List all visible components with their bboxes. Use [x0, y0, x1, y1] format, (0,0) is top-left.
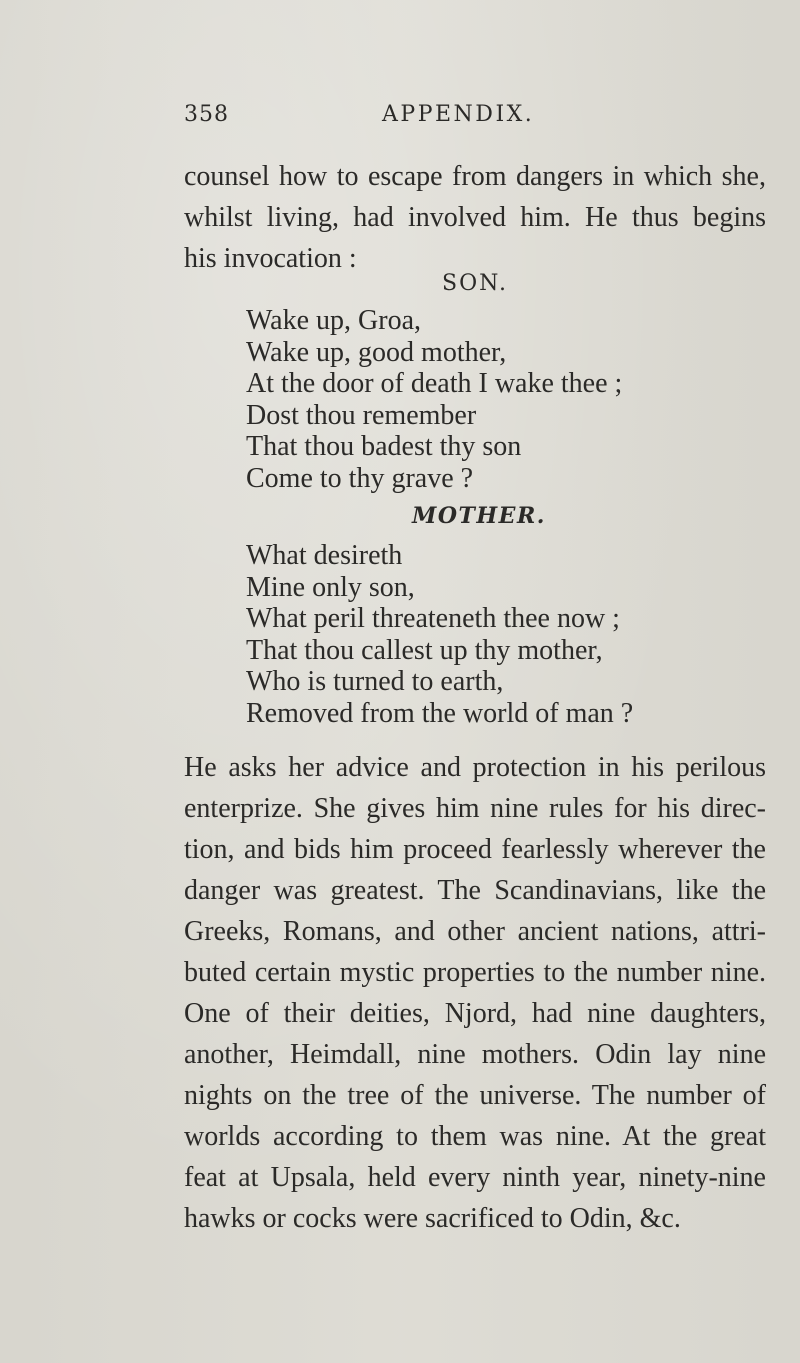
paragraph-line: nights on the tree of the universe. The number of: [184, 1080, 766, 1111]
verse-mother: [246, 540, 726, 729]
verse-line: Wake up, good mother,: [246, 336, 507, 368]
paragraph-line: his invocation :: [184, 243, 357, 274]
verse-line: At the door of death I wake thee ;: [246, 368, 623, 399]
paragraph-line: feat at Upsala, held every ninth year, ninety-nine: [184, 1162, 766, 1193]
verse-line: Removed from the world of man ?: [246, 697, 634, 729]
paragraph-line: Greeks, Romans, and other ancient nations, attri-: [184, 916, 766, 947]
verse-line: What peril threateneth thee now ;: [246, 603, 620, 634]
paragraph-line: another, Heimdall, nine mothers. Odin lay nine: [184, 1039, 766, 1070]
paragraph-line: enterprize. She gives him nine rules for his direc-: [184, 793, 766, 824]
paragraph-line: counsel how to escape from dangers in which she,: [184, 161, 766, 192]
verse-line: Mine only son,: [246, 571, 415, 603]
verse-line: That thou callest up thy mother,: [246, 634, 603, 666]
paragraph-line: buted certain mystic properties to the number nine.: [184, 957, 766, 988]
paragraph-line: One of their deities, Njord, had nine daughters,: [184, 998, 766, 1029]
commentary-paragraph: [184, 747, 766, 1239]
paragraph-line: He asks her advice and protection in his perilous: [184, 752, 766, 783]
verse-line: Who is turned to earth,: [246, 666, 504, 697]
page-number: 358: [184, 102, 229, 127]
paragraph-line: tion, and bids him proceed fearlessly wherever the: [184, 834, 766, 865]
verse-line: Wake up, Groa,: [246, 305, 422, 336]
verse-son: [246, 305, 726, 494]
paragraph-line: whilst living, had involved him. He thus begins: [184, 202, 766, 233]
verse-line: That thou badest thy son: [246, 431, 522, 462]
speaker-heading-mother: MOTHER.: [412, 503, 546, 529]
paragraph-line: danger was greatest. The Scandinavians, like the: [184, 875, 766, 906]
paragraph-line: hawks or cocks were sacrificed to Odin, &c.: [184, 1203, 681, 1234]
running-head: APPENDIX.: [382, 102, 535, 127]
speaker-heading-son: SON.: [442, 271, 508, 296]
page-header: [184, 102, 744, 142]
verse-line: Dost thou remember: [246, 399, 477, 431]
intro-paragraph: [184, 156, 766, 279]
verse-line: Come to thy grave ?: [246, 462, 474, 494]
verse-line: What desireth: [246, 540, 403, 571]
paragraph-line: worlds according to them was nine. At the great: [184, 1121, 766, 1152]
